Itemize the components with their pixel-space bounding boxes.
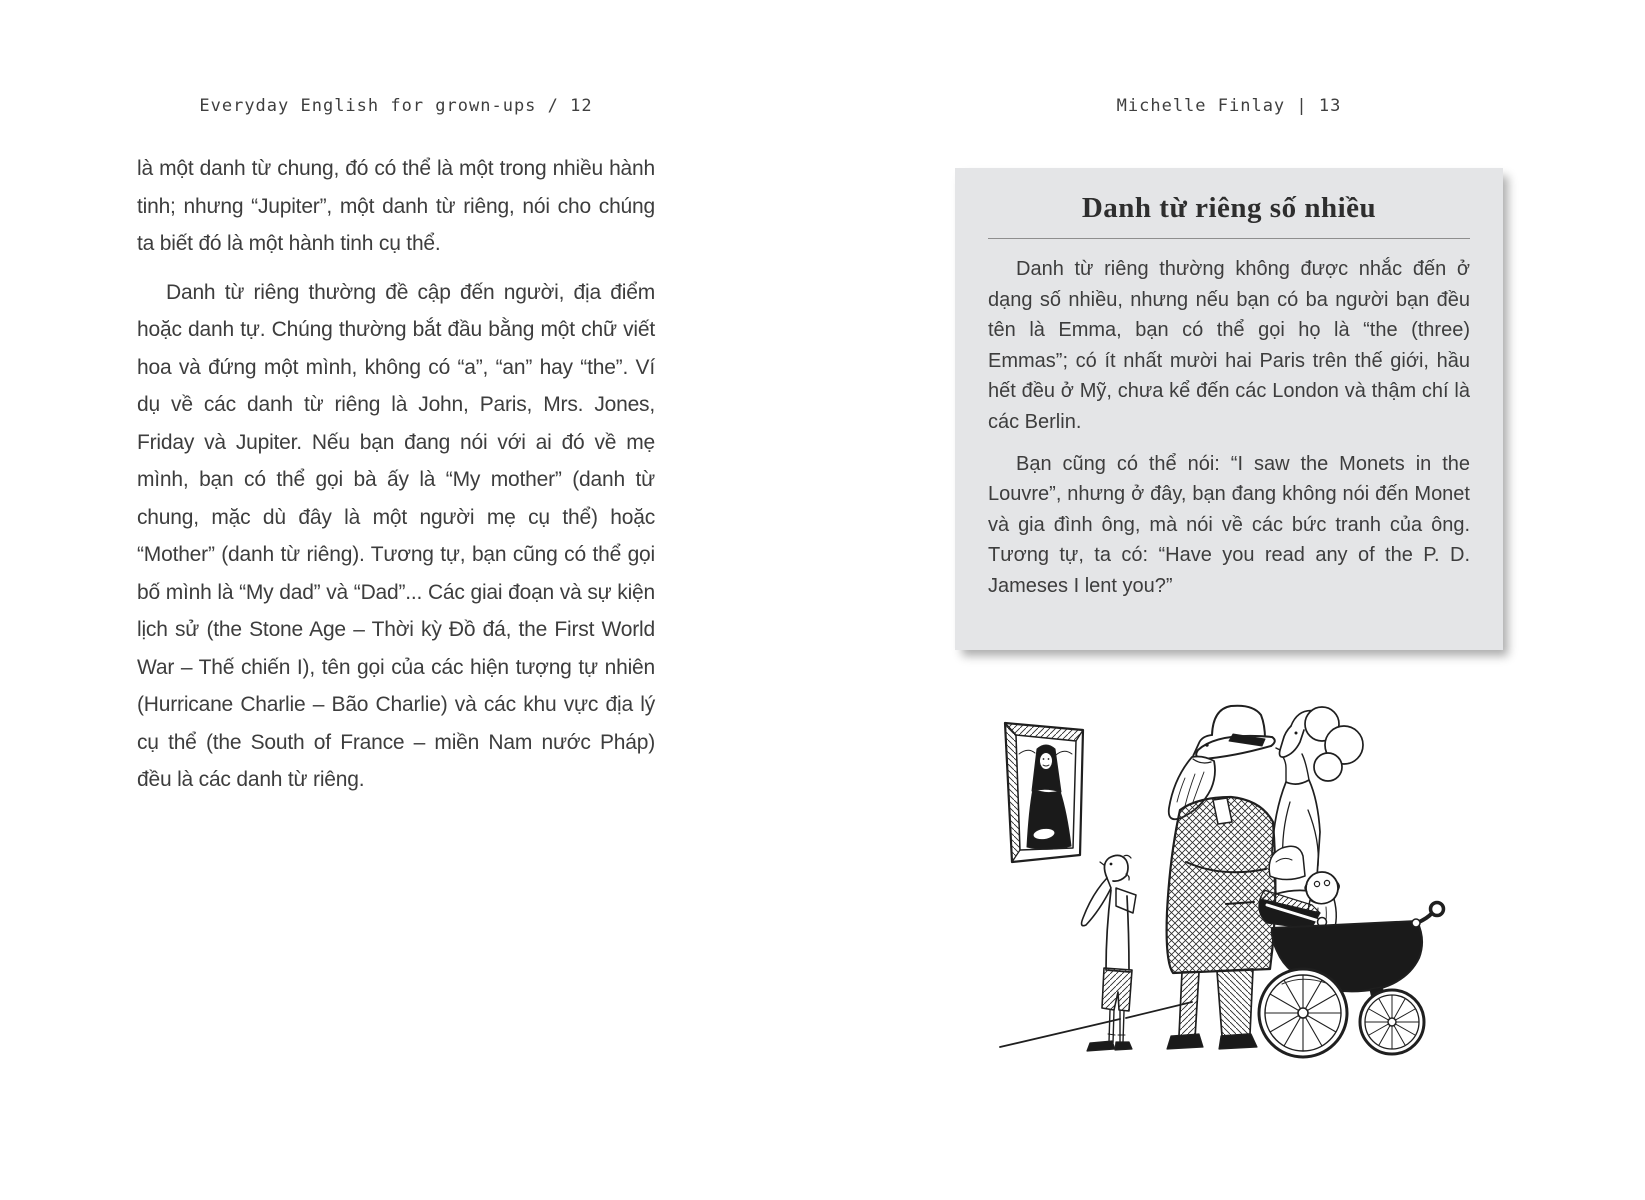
left-paragraph-1: là một danh từ chung, đó có thể là một trong nhiều hành tinh; nhưng “Jupiter”, một danh từ riêng, nói cho chúng ta biết đó là một hành tinh cụ thể.	[137, 157, 655, 255]
left-page-body	[137, 150, 655, 810]
cartoon-illustration	[930, 650, 1450, 1070]
pram-wheel-small	[1360, 990, 1424, 1054]
callout-paragraph-2: Bạn cũng có thể nói: “I saw the Monets in the Louvre”, nhưng ở đây, bạn đang không nói đến Monet và gia đình ông, mà nói về các bức tranh của ông. Tương tự, ta có: “Have you read any of the P. D. Jameses I lent you?”	[988, 452, 1470, 597]
left-page-header: Everyday English for grown-ups / 12	[199, 96, 593, 116]
pram	[1259, 846, 1444, 1057]
callout-divider	[988, 238, 1470, 239]
callout-title: Danh từ riêng số nhiều	[1081, 192, 1377, 224]
man-figure	[1167, 706, 1276, 1049]
pram-wheel-large	[1259, 969, 1347, 1057]
callout-box	[955, 168, 1503, 650]
left-paragraph-2: Danh từ riêng thường đề cập đến người, địa điểm hoặc danh tự. Chúng thường bắt đầu bằng một chữ viết hoa và đứng một mình, không có “a”, “an” hay “the”. Ví dụ về các danh từ riêng là John, Paris, Mrs. Jones, Friday và Jupiter. Nếu bạn đang nói với ai đó về mẹ mình, bạn có thể gọi bà ấy là “My mother” (danh từ chung, mặc dù đây là một người mẹ cụ thể) hoặc “Mother” (danh từ riêng). Tương tự, bạn cũng có thể gọi bố mình là “My dad” và “Dad”... Các giai đoạn và sự kiện lịch sử (the Stone Age – Thời kỳ Đồ đá, the First World War – Thế chiến I), tên gọi của các hiện tượng tự nhiên (Hurricane Charlie – Bão Charlie) và các khu vực địa lý cụ thể (the South of France – miền Nam nước Pháp) đều là các danh từ riêng.	[137, 280, 655, 791]
callout-paragraph-1: Danh từ riêng thường không được nhắc đến ở dạng số nhiều, nhưng nếu bạn có ba người bạn đều tên là Emma, bạn có thể gọi họ là “the (three) Emmas”; có ít nhất mười hai Paris trên thế giới, hầu hết đều ở Mỹ, chưa kể đến các London và thậm chí là các Berlin.	[988, 258, 1470, 433]
floor-line	[1000, 1002, 1192, 1047]
right-page-header: Michelle Finlay | 13	[1116, 96, 1342, 116]
mona-lisa-painting	[1005, 723, 1083, 862]
